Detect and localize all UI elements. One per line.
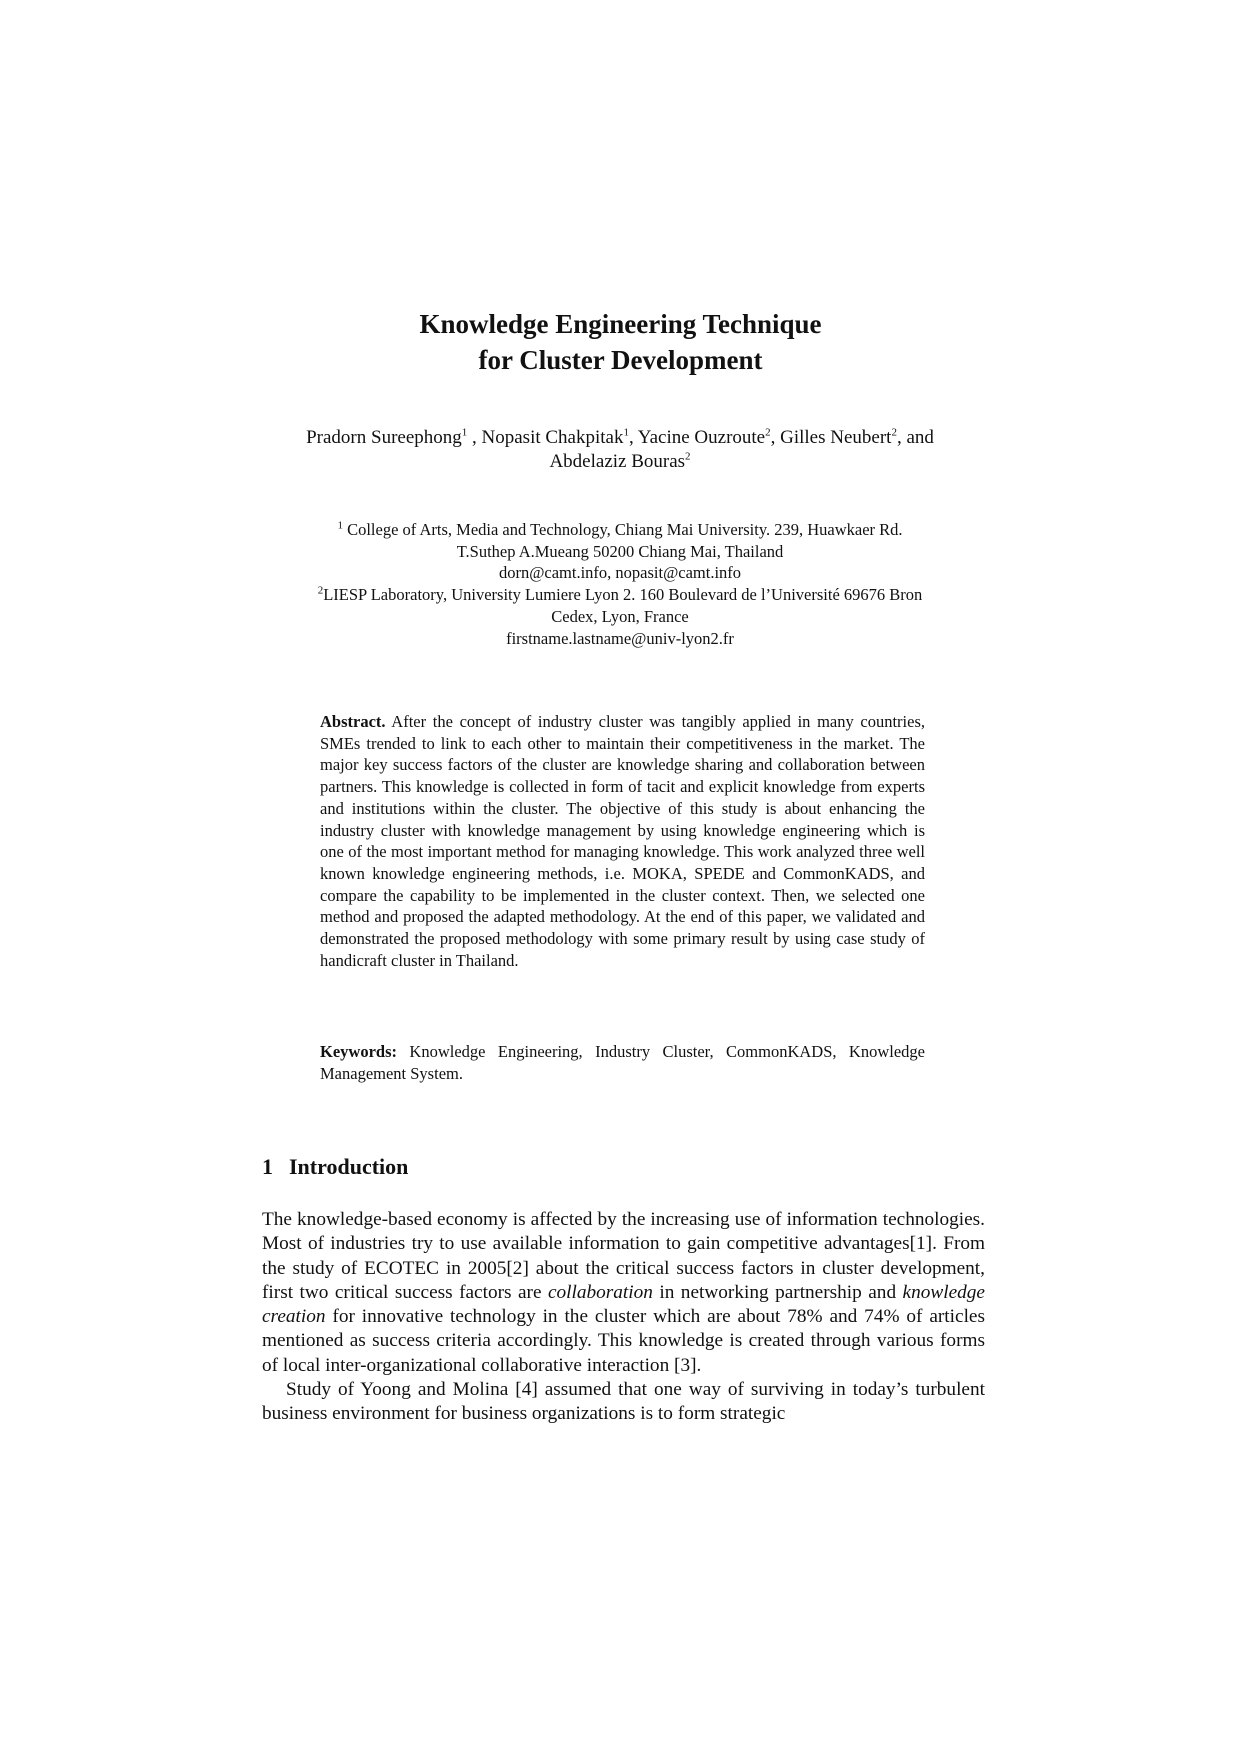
author-line-1 [270,426,970,450]
author-affil-marker: 2 [891,426,897,439]
abstract [320,711,925,971]
affiliation-marker: 2 [317,584,324,597]
affiliations [250,519,990,649]
abstract-label: Abstract. [320,712,386,731]
paragraph-text: for innovative technology in the cluster which are about 78% and 74% of articles mentioned as success criteria accordingly. This knowledge is created through various forms of local inter-organizational collaborative interaction [3]. [262,1306,985,1376]
keywords-label: Keywords: [320,1042,397,1061]
affiliation-2-line-1 [250,584,990,606]
paragraph: Study of Yoong and Molina [4] assumed that one way of surviving in today’s turbulent business environment for business organizations is to form strategic [262,1379,985,1425]
author-affil-marker: 1 [623,426,629,439]
paper-title [0,306,1241,378]
abstract-text: After the concept of industry cluster was tangibly applied in many countries, SMEs trended to link to each other to maintain their competitiveness in the market. The major key success factors of the cluster are knowledge sharing and collaboration between partners. This knowledge is collected in form of tacit and explicit knowledge from experts and institutions within the cluster. The objective of this study is about enhancing the industry cluster with knowledge management by using knowledge engineering which is one of the most important method for managing knowledge. This work analyzed three well known knowledge engineering methods, i.e. MOKA, SPEDE and CommonKADS, and compare the capability to be implemented in the cluster context. Then, we selected one method and proposed the adapted methodology. At the end of this paper, we validated and demonstrated the proposed methodology with some primary result by using case study of handicraft cluster in Thailand. [320,712,925,970]
title-line-2: for Cluster Development [478,345,763,375]
paragraph [262,1208,985,1378]
author-name: , Yacine Ouzroute [628,427,766,448]
emphasis: knowledge creation [262,1281,985,1328]
affiliation-text: LIESP Laboratory, University Lumiere Lyon 2. 160 Boulevard de l’Université 69676 Bron [323,585,923,605]
introduction-body [262,1208,985,1427]
affiliation-marker: 1 [337,519,343,532]
author-affil-marker: 2 [685,450,691,463]
section-heading-introduction [262,1153,408,1181]
section-number: 1 [262,1154,273,1179]
author-affil-marker: 2 [765,426,771,439]
paragraph-text: in networking partnership and [652,1281,903,1303]
affiliation-2-line-2: Cedex, Lyon, France [551,606,689,626]
affiliation-1-line-2: T.Suthep A.Mueang 50200 Chiang Mai, Thailand [456,541,784,561]
author-list [270,426,970,474]
section-title: Introduction [289,1154,409,1179]
title-line-1: Knowledge Engineering Technique [419,309,822,339]
keywords [320,1041,925,1084]
affiliation-1-emails: dorn@camt.info, nopasit@camt.info [498,563,742,583]
affiliation-text: College of Arts, Media and Technology, Chiang Mai University. 239, Huawkaer Rd. [342,520,903,539]
author-line-2 [270,450,970,474]
paragraph-text: The knowledge-based economy is affected by the increasing use of information technologies. Most of industries try to use available information to gain competitive advantages[1]. From the study of ECOTEC in 2005[2] about the critical success factors in cluster development, first two critical success factors are [262,1209,985,1303]
author-name: , Gilles Neubert [770,427,892,448]
author-separator: , and [896,427,934,448]
author-affil-marker: 1 [461,426,468,439]
emphasis: collaboration [547,1281,653,1303]
author-name: Abdelaziz Bouras [549,451,686,472]
affiliation-1-line-1 [250,519,990,541]
affiliation-2-emails: firstname.lastname@univ-lyon2.fr [506,628,734,648]
author-name: Pradorn Sureephong [306,427,462,448]
author-name: , Nopasit Chakpitak [467,427,624,448]
keywords-text: Knowledge Engineering, Industry Cluster, CommonKADS, Knowledge Management System. [320,1042,925,1083]
